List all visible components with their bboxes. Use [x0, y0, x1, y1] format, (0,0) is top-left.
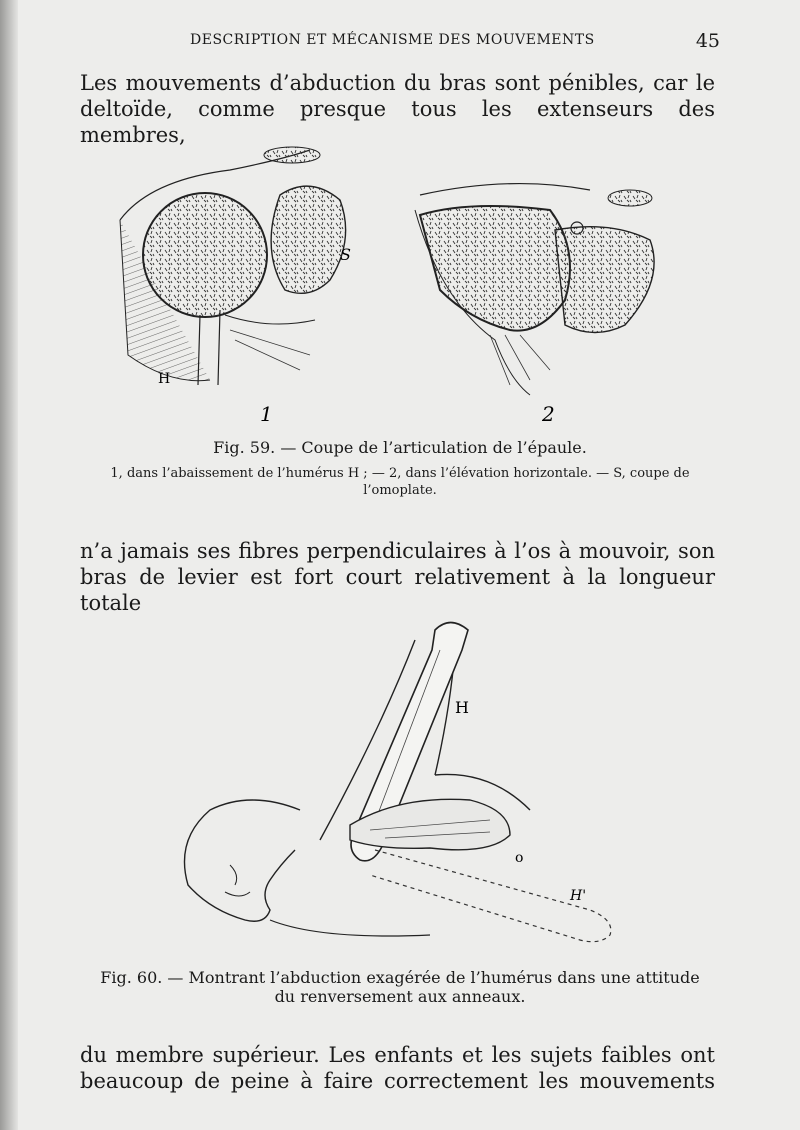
label-H-fig60: H	[455, 698, 469, 717]
panel-1-number: 1	[260, 402, 273, 426]
section-panel-2	[415, 184, 654, 395]
paragraph-line: du membre supérieur. Les enfants et les sujets faibles ont	[80, 1043, 715, 1067]
shoulder-joint-sections-drawing	[110, 140, 680, 430]
figure-59-legend-line1: 1, dans l’abaissement de l’humérus H ; — 2, dans l’élévation horizontale. — S, coupe de	[110, 466, 690, 481]
figure-60-caption-line1: Fig. 60. — Montrant l’abduction exagérée de l’humérus dans une attitude	[100, 968, 700, 987]
figure-59-illustration	[110, 140, 680, 430]
figure-59-caption	[80, 438, 720, 499]
page-binding-shadow	[0, 0, 18, 1130]
paragraph-2	[80, 538, 715, 616]
paragraph-line: n’a jamais ses fibres perpendiculaires à l’os à mouvoir, son	[80, 539, 715, 563]
paragraph-line: deltoïde, comme presque tous les extenseurs des membres,	[80, 97, 715, 147]
figure-59-legend-line2: l’omoplate.	[363, 483, 437, 498]
panel-2-number: 2	[542, 402, 555, 426]
paragraph-line: bras de levier est fort court relativement à la longueur totale	[80, 565, 715, 615]
label-S-fig59: S	[340, 245, 351, 264]
section-panel-1	[120, 147, 346, 385]
figure-59-caption-title: Fig. 59. — Coupe de l’articulation de l’épaule.	[213, 438, 587, 457]
paragraph-1	[80, 70, 715, 148]
page-number: 45	[695, 30, 720, 52]
running-head: DESCRIPTION ET MÉCANISME DES MOUVEMENTS	[190, 32, 595, 48]
label-H-fig59: H	[158, 371, 171, 387]
paragraph-line: Les mouvements d’abduction du bras sont pénibles, car le	[80, 71, 715, 95]
humerus-abduction-drawing	[170, 610, 640, 955]
label-H-prime-fig60: H'	[570, 888, 587, 904]
label-o-fig60: o	[515, 850, 524, 866]
paragraph-line: beaucoup de peine à faire correctement les mouvements	[80, 1069, 715, 1093]
figure-60-illustration	[170, 610, 640, 955]
page-header	[80, 30, 720, 52]
figure-60-caption	[80, 968, 720, 1006]
paragraph-3	[80, 1042, 715, 1094]
figure-60-caption-line2: du renversement aux anneaux.	[274, 987, 526, 1006]
